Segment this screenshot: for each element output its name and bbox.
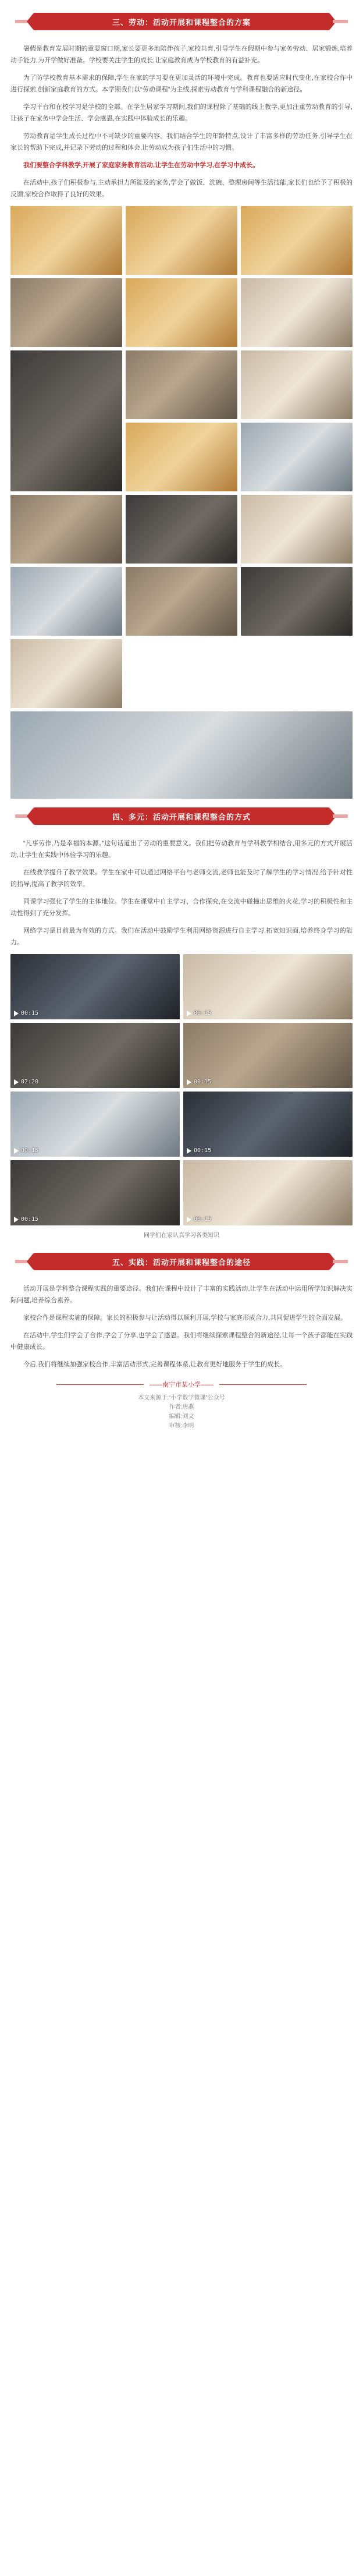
divider: [219, 1384, 307, 1385]
photo-tile[interactable]: [10, 350, 122, 491]
photo-tile[interactable]: [126, 567, 237, 636]
play-icon: [187, 1217, 191, 1223]
paragraph: 在活动中,学生们学会了合作,学会了分享,也学会了感恩。我们将继续探索课程整合的新途径,让每一个孩子都能在实践中健康成长。: [10, 1332, 353, 1351]
photo-tile[interactable]: [241, 350, 353, 419]
article-page: [0, 8, 363, 1448]
paragraph: 暑假是教育发展时期的重要窗口期,家长要更多地陪伴孩子,家校共育,引导学生在假期中参与家务劳动、居家锻炼,培养动手能力,为开学做好准备。学校要关注学生的成长,让家庭教育成为学校教育的有益补充。: [10, 45, 353, 64]
paragraph: 今后,我们将继续加强家校合作,丰富活动形式,完善课程体系,让教育更好地服务于学生的成长。: [23, 1361, 287, 1368]
paragraph: 在线教学提升了教学效果。学生在家中可以通过网络平台与老师交流,老师也能及时了解学生的学习情况,给予针对性的指导,提高了教学的效率。: [10, 869, 353, 888]
divider: [56, 1384, 144, 1385]
credit-line: 本文来源于:“小学数学微课”公众号: [138, 1395, 225, 1401]
section-title: 三、劳动：活动开展和课程整合的方案: [112, 17, 251, 27]
play-icon: [14, 1217, 19, 1223]
paragraph: “凡事劳作,乃是幸福的本源。”这句话道出了劳动的重要意义。我们把劳动教育与学科教学相结合,用多元的方式开展活动,让学生在实践中体验学习的乐趣。: [10, 840, 353, 859]
play-icon: [14, 1011, 19, 1016]
section-banner-1: [10, 8, 353, 35]
photo-tile[interactable]: [10, 206, 122, 275]
video-duration: 00:15: [194, 1079, 212, 1085]
video-duration: 00:15: [194, 1010, 212, 1016]
photo-tile[interactable]: [126, 278, 237, 347]
paragraph: 家校合作是课程实施的保障。家长的积极参与让活动得以顺利开展,学校与家庭形成合力,共同促进学生的全面发展。: [23, 1314, 347, 1321]
video-thumbnail[interactable]: [183, 954, 353, 1019]
video-duration: 00:15: [21, 1147, 39, 1154]
photo-tile[interactable]: [126, 206, 237, 275]
video-thumbnail[interactable]: [10, 1092, 180, 1157]
paragraph: 为了防学校教育基本需求的保障,学生在家的学习要在更加灵活的环境中完成。教育也要适应时代变化,在家校合作中进行探索,创新家庭教育的方式。本学期我们以“劳动课程”为主线,探索劳动教育与学科课程融合的新途径。: [10, 75, 353, 93]
paragraph: 学习平台和在校学习是学校的全部。在学生居家学习期间,我们的课程除了基础的线上教学,更加注重劳动教育的引导,让孩子在家务中学会生活、学会感恩,在实践中体验成长的乐趣。: [10, 104, 353, 122]
paragraph: 在活动中,孩子们积极参与,主动承担力所能及的家务,学会了做饭、洗碗、整理房间等生活技能,家长们也给予了积极的反馈,家校合作取得了良好的效果。: [10, 179, 353, 198]
photo-tile[interactable]: [241, 206, 353, 275]
photo-tile[interactable]: [241, 567, 353, 636]
end-marker: [10, 1380, 353, 1389]
video-thumbnail[interactable]: [183, 1092, 353, 1157]
credit-line: 审核:李明: [169, 1423, 194, 1429]
video-thumbnail[interactable]: [10, 1160, 180, 1225]
play-icon: [14, 1148, 19, 1154]
highlight-text: 我们要整合学科教学,开展了家庭家务教育活动,让学生在劳动中学习,在学习中成长。: [23, 162, 259, 169]
paragraph: 劳动教育是学生成长过程中不可缺少的重要内容。我们结合学生的年龄特点,设计了丰富多样的劳动任务,引导学生在家长的帮助下完成,并记录下劳动的过程和体会,让劳动成为孩子们生活中的习惯。: [10, 133, 353, 151]
play-icon: [14, 1079, 19, 1085]
photo-tile[interactable]: [10, 495, 122, 564]
banner-decoration-right: [333, 1260, 348, 1263]
video-duration: 00:15: [21, 1216, 39, 1223]
photo-tile[interactable]: [126, 423, 237, 491]
video-duration: 00:15: [194, 1216, 212, 1223]
photo-tile[interactable]: [10, 567, 122, 636]
play-icon: [187, 1148, 191, 1154]
section-banner-2: [10, 803, 353, 830]
banner-decoration-right: [333, 20, 348, 23]
play-icon: [187, 1011, 191, 1016]
section-title: 五、实践：活动开展和课程整合的途径: [112, 1257, 251, 1267]
photo-tile[interactable]: [126, 350, 237, 419]
photo-tile[interactable]: [241, 278, 353, 347]
paragraph: 活动开展是学科整合课程实践的重要途径。我们在课程中设计了丰富的实践活动,让学生在活动中运用所学知识解决实际问题,培养综合素养。: [10, 1285, 353, 1304]
video-thumbnail[interactable]: [183, 1023, 353, 1088]
video-thumbnail[interactable]: [10, 1023, 180, 1088]
play-icon: [187, 1079, 191, 1085]
photo-tile[interactable]: [126, 495, 237, 564]
paragraph: 网络学习是目前最为有效的方式。我们在活动中鼓励学生利用网络资源进行自主学习,拓宽知识面,培养终身学习的能力。: [10, 927, 353, 946]
photo-tile[interactable]: [241, 423, 353, 491]
video-thumbnail[interactable]: [10, 954, 180, 1019]
photo-tile[interactable]: [10, 278, 122, 347]
video-caption: 同学们在家认真学习各类知识: [144, 1232, 219, 1239]
end-mark-text: ——南宁市某小学——: [150, 1381, 213, 1388]
photo-tile[interactable]: [10, 711, 353, 799]
video-thumbnail[interactable]: [183, 1160, 353, 1225]
section-banner-3: [10, 1248, 353, 1275]
credit-line: 编辑:刘文: [169, 1413, 194, 1420]
credits: [10, 1394, 353, 1431]
credit-line: 作者:唐燕: [169, 1404, 194, 1411]
section-title: 四、多元：活动开展和课程整合的方式: [112, 812, 251, 821]
photo-tile[interactable]: [10, 639, 122, 708]
video-duration: 00:15: [21, 1010, 39, 1016]
video-duration: 00:15: [194, 1147, 212, 1154]
paragraph: 同课学习强化了学生的主体地位。学生在课堂中自主学习、合作探究,在交流中碰撞出思维的火花,学习的积极性和主动性得到了充分发挥。: [10, 898, 353, 917]
banner-decoration-right: [333, 814, 348, 818]
video-duration: 02:20: [21, 1079, 39, 1085]
video-grid: [10, 954, 353, 1225]
highlight-paragraph: [10, 160, 353, 171]
photo-tile[interactable]: [241, 495, 353, 564]
photo-grid-labor: [10, 206, 353, 780]
